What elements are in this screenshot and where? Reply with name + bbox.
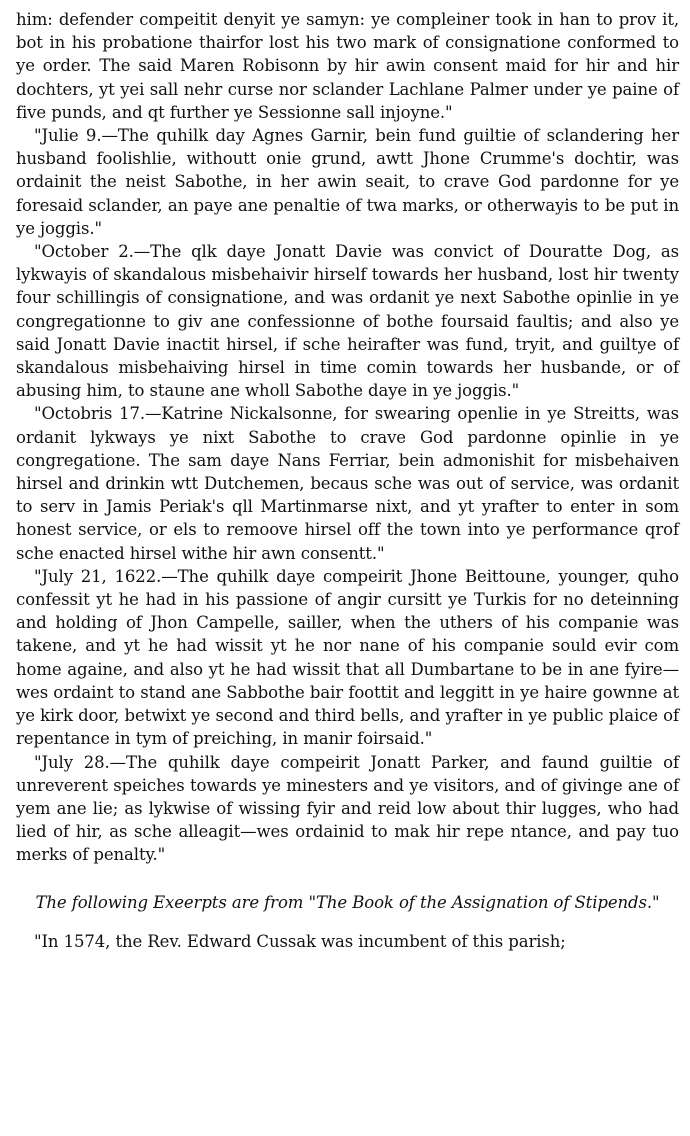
closing-line: "In 1574, the Rev. Edward Cussak was incumbent of this parish; (34, 931, 566, 951)
paragraph-july-28: "July 28.—The quhilk daye compeirit Jonatt Parker, and faund guiltie of unreverent speiches towards ye minesters and ye visitors, and of givinge ane of yem ane lie; as lykwise of wissing fyir and reid low about thir lugges, who had lied of hir, as sche alleagit—wes ordainid to mak hir repe ntance, and pay tuo merks of penalty." (16, 752, 679, 865)
paragraph-july-21-1622: "July 21, 1622.—The quhilk daye compeirit Jhone Beittoune, younger, quho confessit yt he had in his passione of angir cursitt ye Turkis for no deteinning and holding of Jhon Campelle, sailler, when the uthers of his companie was takene, and yt he had wissit yt he nor nane of his companie sould evir com home againe, and also yt he had wissit that all Dumbartane to be in ane fyire—wes ordaint to stand ane Sabbothe bair foottit and leggitt in ye haire gownne at ye kirk door, betwixt ye second and third bells, and yrafter in ye public plaice of repentance in tym of preiching, in manir foirsaid." (16, 566, 679, 749)
excerpts-note: The following Exeerpts are from "The Book of the Assignation of Stipends." (35, 892, 660, 912)
paragraph-julie-9: "Julie 9.—The quhilk day Agnes Garnir, bein fund guiltie of sclandering her husband foolishlie, withoutt onie grund, awtt Jhone Crumme's dochtir, was ordainit the neist Sabothe, in her awin seait, to crave God pardonne for ye foresaid sclander, an paye ane penaltie of twa marks, or otherwayis to be put in ye joggis." (16, 126, 679, 238)
paragraph-october-2: "October 2.—The qlk daye Jonatt Davie was convict of Douratte Dog, as lykwayis of skandalous misbehaivir hirself towards her husband, lost hir twenty four schillingis of consignatione, and was ordanit ye next Sabothe opinlie in ye congregationne to giv ane confessionne of bothe foursaid faultis; and also ye said Jonatt Davie inactit hirsel, if sche heirafter was fund, tryit, and guiltye of skandalous misbehaiving hirsel in time comin towards her husbande, or of abusing him, to staune ane wholl Sabothe daye in ye joggis." (16, 242, 679, 401)
paragraph-octobris-17: "Octobris 17.—Katrine Nickalsonne, for swearing openlie in ye Streitts, was ordanit lykways ye nixt Sabothe to crave God pardonne opinlie in ye congregatione. The sam daye Nans Ferriar, bein admonishit for misbehaiven hirsel and drinkin wtt Dutchemen, becaus sche was out of service, was ordanit to serv in Jamis Periak's qll Martinmarse nixt, and yt yrafter to enter in som honest service, or els to remoove hirsel off the town into ye performance qrof sche enacted hirsel withe hir awn consentt." (16, 404, 679, 563)
paragraph-continuation: him: defender compeitit denyit ye samyn: ye compleiner took in han to prov it, bot in his probatione thairfor lost his two mark of consignatione conformed to ye order. The said Maren Robisonn by hir awin consent maid for hir and hir dochters, yt yei sall nehr curse nor sclander Lachlane Palmer under ye paine of five punds, and qt further ye Sessionne sall injoyne." (16, 10, 679, 122)
